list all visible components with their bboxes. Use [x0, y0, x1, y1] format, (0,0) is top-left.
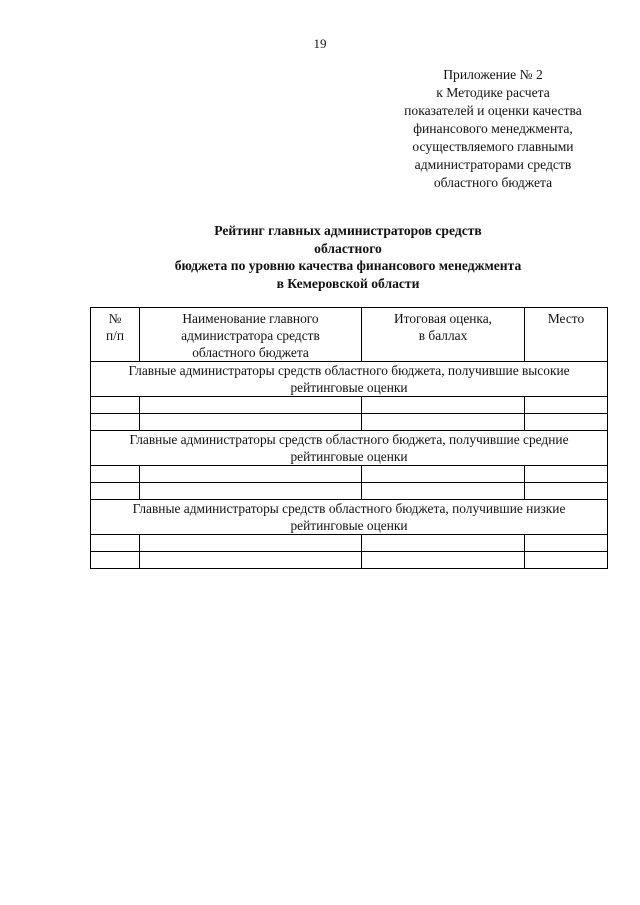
header-score — [362, 308, 525, 362]
appendix-line: показателей и оценки качества — [404, 103, 582, 118]
title-line: в Кемеровской области — [276, 275, 420, 291]
title-line: областного — [314, 240, 382, 256]
group-title-line: Главные администраторы средств областного бюджета, получившие средние — [129, 432, 569, 447]
table-row — [91, 483, 608, 500]
appendix-line: финансового менеджмента, — [413, 121, 573, 136]
appendix-line: Приложение № 2 — [443, 67, 543, 82]
appendix-line: осуществляемого главными — [412, 139, 574, 154]
group-row-low — [91, 500, 608, 535]
group-title-line: рейтинговые оценки — [290, 449, 408, 464]
appendix-line: к Методике расчета — [436, 85, 550, 100]
appendix-line: администраторами средств — [414, 157, 572, 172]
header-number — [91, 308, 140, 362]
group-row-high — [91, 362, 608, 397]
header-text: № — [108, 311, 122, 326]
header-text: администратора средств — [181, 328, 320, 343]
group-title-line: рейтинговые оценки — [290, 380, 408, 395]
header-text: областного бюджета — [192, 345, 309, 360]
table-header-row — [91, 308, 608, 362]
appendix-note — [380, 66, 606, 192]
page-number: 19 — [313, 36, 327, 51]
rating-table — [90, 307, 608, 569]
group-row-medium — [91, 431, 608, 466]
title-line: бюджета по уровню качества финансового менеджмента — [174, 258, 522, 273]
group-title — [91, 431, 608, 466]
group-title-line: Главные администраторы средств областного бюджета, получившие высокие — [128, 363, 570, 378]
appendix-line: областного бюджета — [433, 175, 553, 190]
table-row — [91, 397, 608, 414]
header-place — [525, 308, 608, 362]
title-line: Рейтинг главных администраторов средств — [214, 223, 482, 238]
header-text: п/п — [105, 328, 125, 343]
table-row — [91, 535, 608, 552]
group-title — [91, 500, 608, 535]
table-row — [91, 552, 608, 569]
group-title — [91, 362, 608, 397]
group-title-line: рейтинговые оценки — [290, 518, 408, 533]
header-text: Итоговая оценка, — [393, 311, 493, 326]
table-row — [91, 466, 608, 483]
header-text: в баллах — [418, 328, 468, 343]
group-title-line: Главные администраторы средств областного бюджета, получившие низкие — [132, 501, 566, 516]
table-row — [91, 414, 608, 431]
header-text: Место — [547, 311, 585, 326]
header-name — [140, 308, 362, 362]
header-text: Наименование главного — [182, 311, 319, 326]
document-title — [90, 222, 606, 292]
